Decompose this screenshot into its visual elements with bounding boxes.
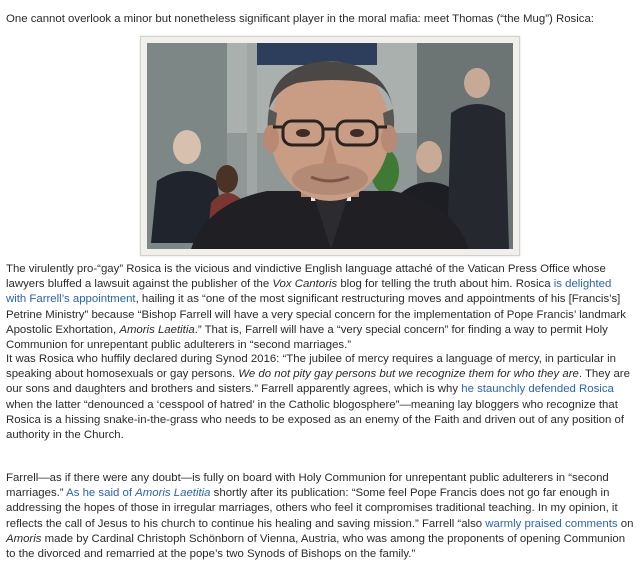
paragraph-3: Farrell—as if there were any doubt—is fully on board with Holy Communion for unrepentant public adulterers in “second marriages.” As he said of Amoris Laetitia shortly after its publication: “Some feel Pope Francis does not go far enough in addressing the hopes of those in irregular marriages, others who feel it compromises traditional teaching. In my opinion, it reflects the call of Jesus to his church to continue his healing and saving mission.” Farrell “also warmly praised comments on Amoris made by Cardinal Christoph Schönborn of Vienna, Austria, who was among the proponents of opening Communion to the divorced and remarried at the pope’s two Synods of Bishops on the family.”: [6, 472, 634, 561]
paragraph-1: The virulently pro-“gay” Rosica is the vicious and vindictive English language attaché of the Vatican Press Office whose lawyers bluffed a lawsuit against the publisher of the Vox Cantoris blog for telling the truth about him. Rosica is delighted with Farrell’s appointment, hailing it as “one of the most significant restructuring moves and appointments of his [Francis’s] Petrine Ministry” because “Bishop Farrell will have a very special concern for the implementation of Pope Francis’ landmark Apostolic Exhortation, Amoris Laetitia.” That is, Farrell will have a “very special concern” for finding a way to permit Holy Communion for unrepentant public adulterers in “second marriages.”: [6, 263, 626, 352]
praised-comments-link[interactable]: warmly praised comments: [485, 517, 618, 530]
intro-paragraph: One cannot overlook a minor but nonetheless significant player in the moral mafia: meet Thomas (“the Mug”) Rosica:: [6, 13, 594, 25]
rosica-photo: [147, 43, 513, 249]
paragraph-2: It was Rosica who huffily declared during Synod 2016: “The jubilee of mercy requires a language of mercy, in particular in speaking about homosexuals or gay persons. We do not pity gay persons but we recognize them for who they are. They are our sons and daughters and brothers and sisters.” Farrell apparently agrees, which is why he staunchly defended Rosica when the latter “denounced a ‘cesspool of hatred’ in the Catholic blogosphere”—meaning lay bloggers who recognize that Rosica is a hissing snake-in-the-grass who needs to be exposed as an enemy of the Faith and driven out of any position of authority in the Church.: [6, 353, 630, 442]
photo-frame: [140, 36, 520, 256]
farrell-appointment-link[interactable]: is delighted with Farrell’s appointment: [6, 278, 612, 306]
amoris-laetitia-quote-link[interactable]: As he said of Amoris Laetitia: [66, 487, 211, 500]
declared-link[interactable]: declared: [133, 353, 178, 365]
defended-rosica-link[interactable]: he staunchly defended Rosica: [461, 383, 614, 396]
